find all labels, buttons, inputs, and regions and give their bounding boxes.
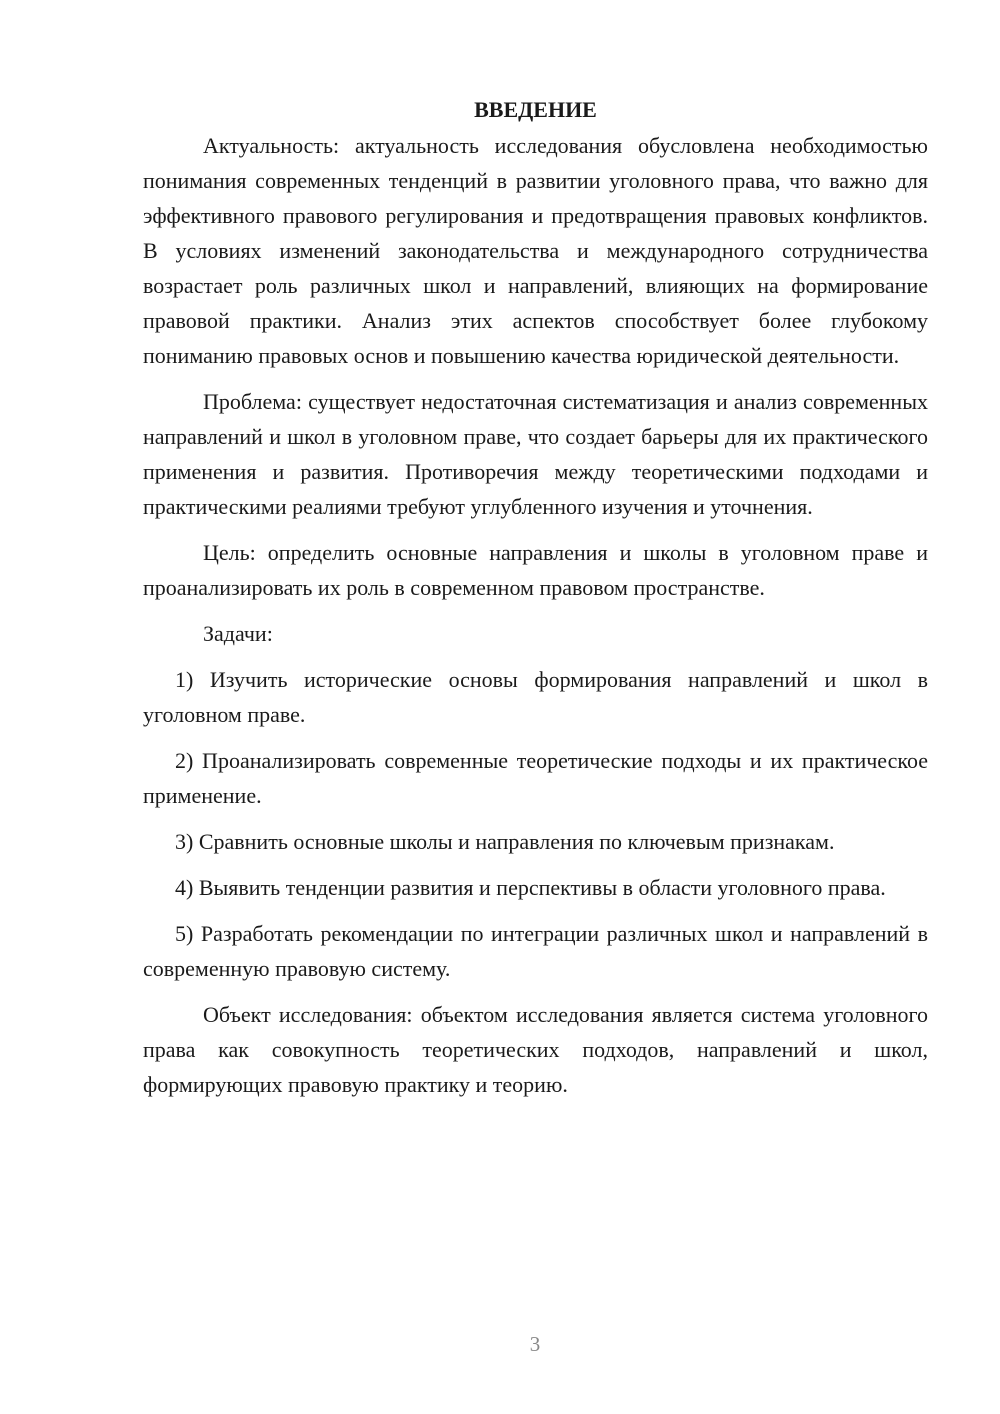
relevance-paragraph: Актуальность: актуальность исследования обусловлена необходимостью понимания современных тенденций в развитии уголовного права, что важно для эффективного правового регулирования и предотвращения правовых конфликтов. В условиях изменений законодательства и международного сотрудничества возрастает роль различных школ и направлений, влияющих на формирование правовой практики. Анализ этих аспектов способствует более глубокому пониманию правовых основ и повышению качества юридической деятельности. xyxy=(143,133,928,368)
task-item: 3) Сравнить основные школы и направления по ключевым признакам. xyxy=(175,829,835,854)
page-title: ВВЕДЕНИЕ xyxy=(474,97,597,122)
page-number: 3 xyxy=(529,1332,541,1356)
object-paragraph: Объект исследования: объектом исследования является система уголовного права как совокупность теоретических подходов, направлений и школ, формирующих правовую практику и теорию. xyxy=(143,1002,928,1097)
problem-paragraph: Проблема: существует недостаточная систематизация и анализ современных направлений и школ в уголовном праве, что создает барьеры для их практического применения и развития. Противоречия между теоретическими подходами и практическими реалиями требуют углубленного изучения и уточнения. xyxy=(143,389,928,519)
task-item: 4) Выявить тенденции развития и перспективы в области уголовного права. xyxy=(175,875,886,900)
task-item: 1) Изучить исторические основы формирования направлений и школ в уголовном праве. xyxy=(143,667,928,727)
task-item: 2) Проанализировать современные теоретические подходы и их практическое применение. xyxy=(143,748,928,808)
goal-paragraph: Цель: определить основные направления и школы в уголовном праве и проанализировать их роль в современном правовом пространстве. xyxy=(143,540,928,600)
page-content xyxy=(143,92,928,1102)
task-item: 5) Разработать рекомендации по интеграции различных школ и направлений в современную правовую систему. xyxy=(143,921,928,981)
tasks-heading: Задачи: xyxy=(203,621,273,646)
